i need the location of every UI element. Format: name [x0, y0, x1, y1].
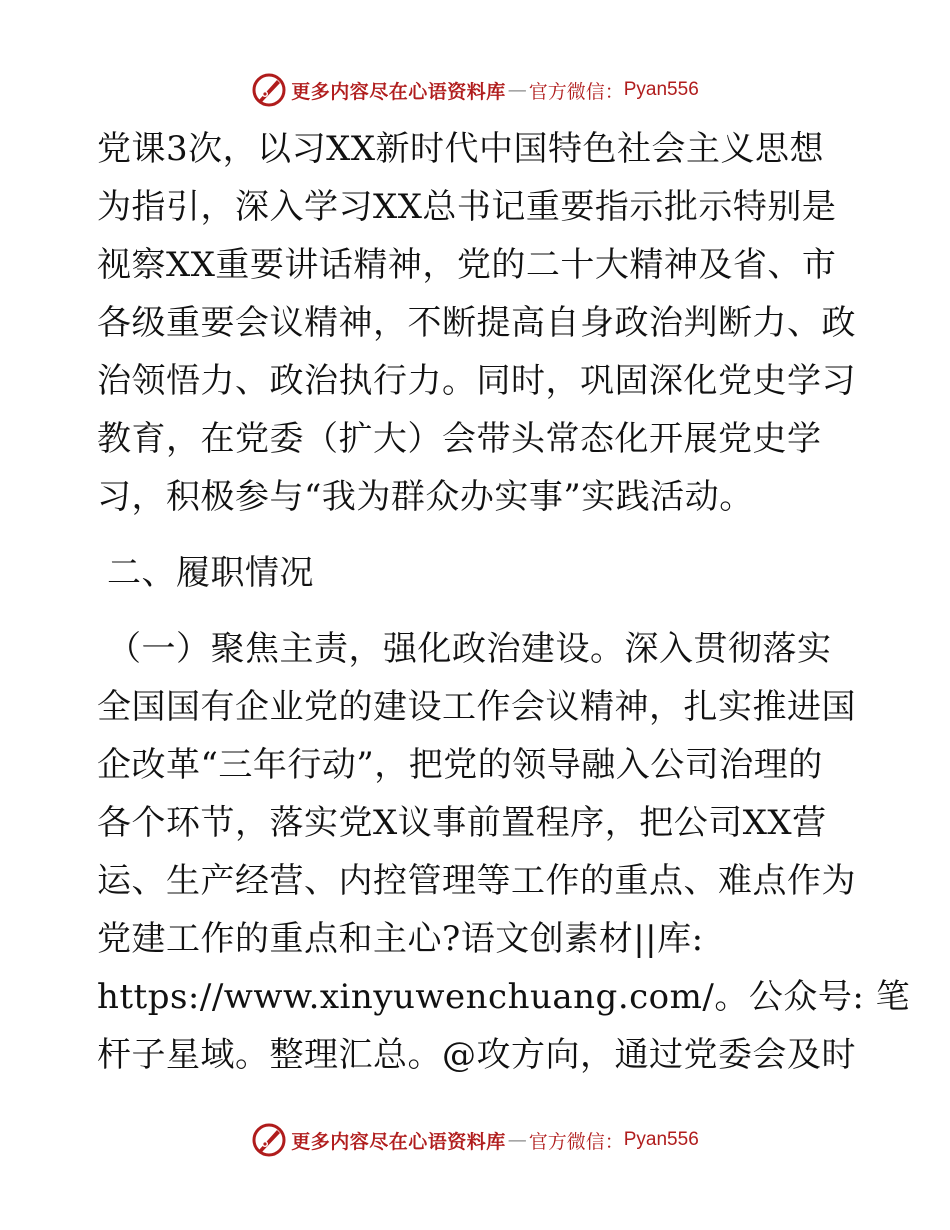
wechat-id: Pyan556	[623, 1129, 699, 1150]
wechat-id: Pyan556	[623, 79, 699, 100]
banner-label: 官方微信：	[528, 1130, 624, 1153]
text-line: 企改革“三年行动”，把党的领导融入公司治理的	[97, 745, 823, 785]
document-body	[97, 120, 911, 1084]
text-line: https://www.xinyuwenchuang.com/。公众号: 笔	[97, 977, 911, 1017]
section-heading: 二、履职情况	[107, 553, 314, 593]
text-line: 治领悟力、政治执行力。同时，巩固深化党史学习	[97, 361, 856, 401]
banner-dash: —	[507, 1129, 527, 1151]
text-line: 运、生产经营、内控管理等工作的重点、难点作为	[97, 861, 856, 901]
text-line: 各个环节，落实党X议事前置程序，把公司XX营	[97, 803, 827, 843]
footer-banner	[0, 1120, 950, 1160]
text-line: 杆子星域。整理汇总。@攻方向，通过党委会及时	[97, 1035, 856, 1075]
quill-logo-icon	[251, 1122, 287, 1158]
text-line: 习，积极参与“我为群众办实事”实践活动。	[97, 477, 754, 517]
banner-text: 更多内容尽在心语资料库	[291, 1130, 506, 1153]
header-banner	[0, 70, 950, 110]
text-line: 党课3次，以习XX新时代中国特色社会主义思想	[97, 129, 825, 169]
text-line: 全国国有企业党的建设工作会议精神，扎实推进国	[97, 687, 856, 727]
paragraph-1	[97, 120, 857, 526]
text-line: 为指引，深入学习XX总书记重要指示批示特别是	[97, 187, 837, 227]
paragraph-2	[97, 620, 911, 1084]
banner-label: 官方微信：	[528, 80, 624, 103]
banner-dash: —	[507, 79, 527, 101]
banner-text: 更多内容尽在心语资料库	[291, 80, 506, 103]
text-line: 党建工作的重点和主心?语文创素材||库:	[97, 919, 704, 959]
text-line: 各级重要会议精神，不断提高自身政治判断力、政	[97, 303, 856, 343]
text-line: 教育，在党委（扩大）会带头常态化开展党史学	[97, 419, 822, 459]
quill-logo-icon	[251, 72, 287, 108]
text-line: 视察XX重要讲话精神，党的二十大精神及省、市	[97, 245, 837, 285]
text-line: （一）聚焦主责，强化政治建设。深入贯彻落实	[107, 629, 832, 669]
